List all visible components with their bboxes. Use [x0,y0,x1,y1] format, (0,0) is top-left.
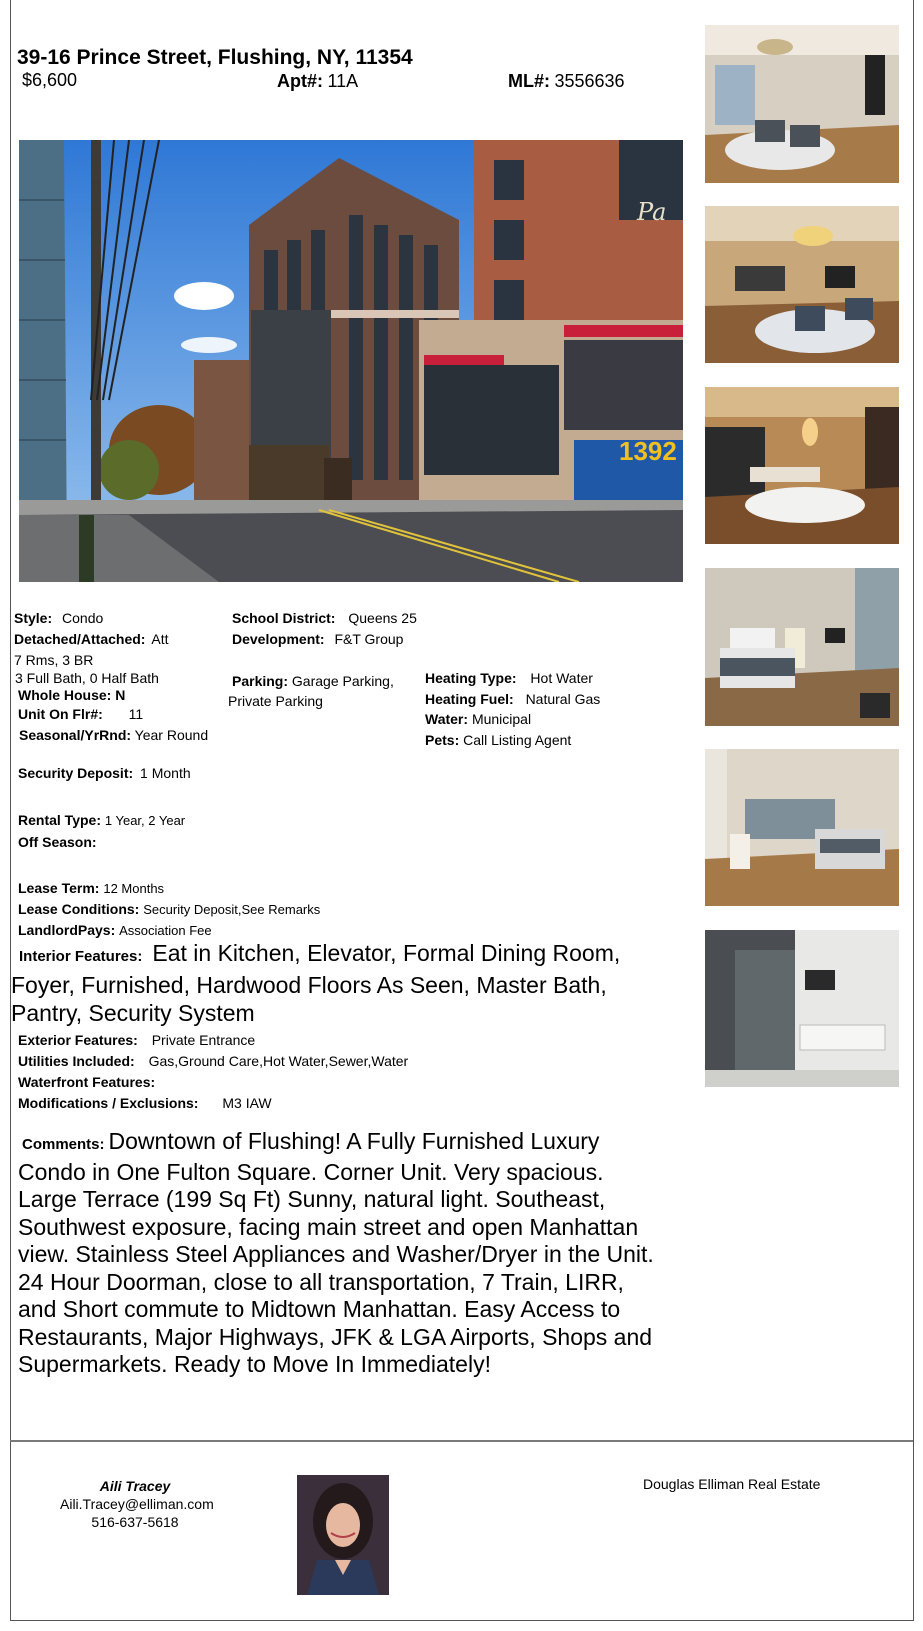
rental-type-label: Rental Type: [18,812,101,828]
heating-type-row [425,670,593,686]
heating-fuel-row [425,691,600,707]
lease-term-label: Lease Term: [18,880,100,896]
rental-type-value: 1 Year, 2 Year [104,813,186,828]
style-value: Condo [62,610,104,626]
whole-house-label: Whole House: [18,687,112,703]
storefront-number: 1392 [619,436,677,466]
thumbnail-bedroom[interactable] [705,568,899,726]
agent-photo [297,1475,389,1595]
thumbnail-dining-room[interactable] [705,387,899,544]
lease-term-row [18,880,164,896]
apt-label: Apt#: [277,71,323,91]
unit-floor-row [18,706,143,722]
style-label: Style: [14,610,53,626]
heating-type-value: Hot Water [530,670,593,686]
waterfront-row [18,1074,155,1090]
waterfront-label: Waterfront Features: [18,1074,156,1090]
thumbnail-living-room[interactable] [705,25,899,183]
interior-features-label: Interior Features: [19,948,143,965]
baths-text: 3 Full Bath, 0 Half Bath [15,670,159,686]
school-row [232,610,417,626]
apt-number [277,71,358,92]
footer-divider [10,1440,913,1442]
detached-label: Detached/Attached: [14,631,146,647]
agent-contact [60,1477,214,1531]
brokerage-name: Douglas Elliman Real Estate [643,1476,821,1492]
thumbnail-living-room-2[interactable] [705,206,899,363]
pets-value: Call Listing Agent [463,732,572,748]
deposit-row [18,765,191,781]
building-sign-text: Pa [637,198,667,226]
rooms-text: 7 Rms, 3 BR [14,652,94,668]
agent-phone[interactable]: 516-637-5618 [91,1514,179,1530]
exterior-features-row [18,1032,255,1048]
detached-value: Att [151,631,169,647]
whole-house-row [18,687,125,703]
utilities-label: Utilities Included: [18,1053,135,1069]
whole-house-value: N [115,687,126,703]
unit-floor-value: 11 [128,706,144,722]
lease-term-value: 12 Months [103,881,165,896]
pets-label: Pets: [425,732,460,748]
heating-fuel-label: Heating Fuel: [425,691,514,707]
lease-conditions-row [18,901,320,917]
pets-row [425,732,571,748]
off-season-row [18,834,97,850]
utilities-value: Gas,Ground Care,Hot Water,Sewer,Water [148,1053,409,1069]
utilities-row [18,1053,408,1069]
development-row [232,631,403,647]
parking-value: Garage Parking, Private Parking [228,673,394,709]
ml-number [508,71,625,92]
modifications-label: Modifications / Exclusions: [18,1095,199,1111]
comments-label: Comments: [22,1136,105,1153]
unit-floor-label: Unit On Flr#: [18,706,103,722]
interior-features-value: Eat in Kitchen, Elevator, Formal Dining Room, Foyer, Furnished, Hardwood Floors As Seen, Master Bath, Pantry, Security System [11,940,621,1026]
listing-price: $6,600 [22,70,78,90]
thumbnail-bathroom[interactable] [705,930,899,1087]
lease-conditions-value: Security Deposit,See Remarks [143,902,321,917]
deposit-label: Security Deposit: [18,765,134,781]
exterior-features-label: Exterior Features: [18,1032,138,1048]
parking-label: Parking: [232,673,289,689]
off-season-label: Off Season: [18,834,97,850]
water-value: Municipal [471,711,532,727]
water-label: Water: [425,711,469,727]
listing-address: 39-16 Prince Street, Flushing, NY, 11354 [17,46,413,69]
development-label: Development: [232,631,325,647]
landlord-pays-row [18,922,212,938]
seasonal-value: Year Round [134,727,209,743]
agent-name: Aili Tracey [99,1478,171,1494]
heating-type-label: Heating Type: [425,670,517,686]
landlord-pays-value: Association Fee [119,923,212,938]
exterior-features-value: Private Entrance [151,1032,256,1048]
school-value: Queens 25 [348,610,417,626]
deposit-value: 1 Month [140,765,191,781]
water-row [425,711,531,727]
heating-fuel-value: Natural Gas [525,691,601,707]
main-building-photo [19,140,683,582]
development-value: F&T Group [334,631,404,647]
apt-value: 11A [327,71,359,91]
thumbnail-bedroom-2[interactable] [705,749,899,906]
modifications-value: M3 IAW [222,1095,272,1111]
lease-conditions-label: Lease Conditions: [18,901,140,917]
rental-type-row [18,812,185,828]
agent-email[interactable]: Aili.Tracey@elliman.com [60,1496,214,1512]
style-row [14,610,103,626]
landlord-pays-label: LandlordPays: [18,922,116,938]
seasonal-row [11,725,211,745]
detached-row [14,631,168,647]
ml-value: 3556636 [554,71,625,91]
seasonal-label: Seasonal/YrRnd: [19,727,132,743]
school-label: School District: [232,610,336,626]
parking-row [228,671,418,711]
comments-block [18,1128,668,1379]
comments-text: Downtown of Flushing! A Fully Furnished Luxury Condo in One Fulton Square. Corner Unit. Very spacious. Large Terrace (199 Sq Ft) Sunny, natural light. Southeast, Southwest exposure, facing main street and open Manhattan view. Stainless Steel Appliances and Washer/Dryer in the Unit. 24 Hour Doorman, close to all transportation, 7 Train, LIRR, and Short commute to Midtown Manhattan. Easy Access to Restaurants, Major Highways, JFK & LGA Airports, Shops and Supermarkets. Ready to Move In Immediately! [18,1128,654,1377]
modifications-row [18,1095,272,1111]
ml-label: ML#: [508,71,550,91]
interior-features [11,939,651,1027]
